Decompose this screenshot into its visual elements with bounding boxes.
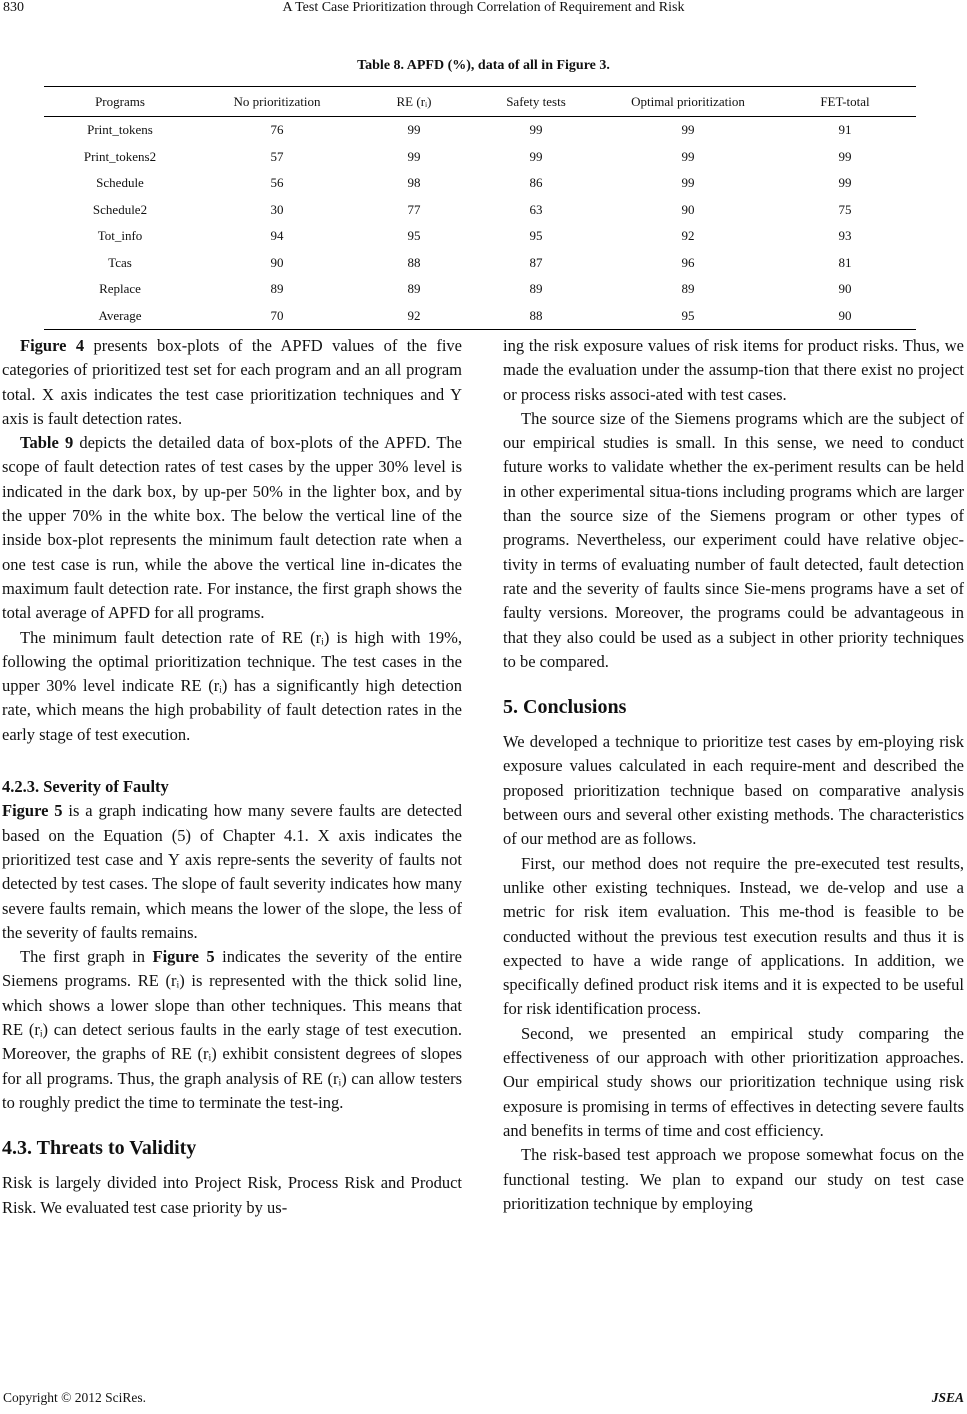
apfd-value-cell: 30 <box>270 201 284 217</box>
program-name-cell: Average <box>44 303 196 330</box>
program-name-cell: Tcas <box>108 254 132 270</box>
paragraph: Second, we presented an empirical study comparing the effectiveness of our approach with other prioritization approaches. Our empirical study shows our prioritization technique using risk exposure is promising in terms of effectives in detecting severe faults and benefits in terms of time and cost efficiency. <box>503 1023 964 1140</box>
program-name-cell: Schedule <box>96 175 144 191</box>
left-column <box>2 334 462 1220</box>
table-row <box>44 303 916 330</box>
paragraph: The minimum fault detection rate of RE (rᵢ) is high with 19%, following the optimal prioritization technique. The test cases in the upper 30% level indicate RE (rᵢ) has a significantly high detection rate, which means the high probability of fault detection rates in the early stage of test execution. <box>2 627 462 744</box>
figure-ref: Figure 4 <box>20 336 85 355</box>
apfd-value-cell: 90 <box>774 303 916 330</box>
apfd-value-cell: 99 <box>838 175 852 191</box>
table-row <box>44 276 916 303</box>
table-row <box>44 170 916 197</box>
apfd-value-cell: 89 <box>270 281 284 297</box>
apfd-value-cell: 99 <box>407 148 421 164</box>
apfd-value-cell: 86 <box>529 175 543 191</box>
apfd-value-cell: 99 <box>838 148 852 164</box>
paragraph: First, our method does not require the pre-executed test results, unlike other existing techniques. Instead, we de-velop and use a metric for risk item evaluation. This me-thod is feasible to be conducted without the previous test execution results and thus it is expected to have a wide range of applications. In addition, we specifically defined product risk items and it is expected to be useful for risk identification process. <box>503 853 964 1019</box>
program-name-cell: Tot_info <box>97 228 143 244</box>
column-header: RE (rᵢ) <box>358 87 470 117</box>
column-header: Programs <box>44 87 196 117</box>
paragraph: ing the risk exposure values of risk items for product risks. Thus, we made the evaluation under the assump-tion that there exist no project or process risks associ-ated with test cases. <box>503 336 964 404</box>
apfd-value-cell: 77 <box>407 201 421 217</box>
table-row <box>44 250 916 277</box>
apfd-value-cell: 81 <box>838 254 852 270</box>
apfd-value-cell: 76 <box>270 122 284 138</box>
apfd-value-cell: 99 <box>681 148 695 164</box>
right-column <box>503 334 964 1216</box>
table-row <box>44 117 916 144</box>
program-name-cell: Schedule2 <box>92 201 148 217</box>
journal-name: JSEA <box>931 1390 964 1405</box>
apfd-value-cell: 90 <box>270 254 284 270</box>
column-header: Safety tests <box>470 87 602 117</box>
apfd-value-cell: 89 <box>529 281 543 297</box>
paragraph: Figure 4 presents box-plots of the APFD values of the five categories of prioritized test set for each program and an all program total. X axis indicates the test case prioritization techniques and Y axis is fault detection rates. <box>2 336 462 428</box>
table-ref: Table 9 <box>20 433 74 453</box>
program-name-cell: Replace <box>99 281 141 297</box>
table-row <box>44 223 916 250</box>
paragraph: Figure 5 is a graph indicating how many severe faults are detected based on the Equation (5) of Chapter 4.1. X axis indicates the prioritized test case and Y axis repre-sents the severity of faults not detected by test cases. The slope of fault severity indicates how many severe faults remain, which means the lower of the slope, the less of the severity of faults remains. <box>2 801 462 942</box>
apfd-value-cell: 90 <box>838 281 852 297</box>
section-heading-5: 5. Conclusions <box>503 696 627 719</box>
apfd-value-cell: 57 <box>270 148 284 164</box>
apfd-table <box>44 86 916 330</box>
apfd-value-cell: 94 <box>270 228 284 244</box>
apfd-value-cell: 96 <box>681 254 695 270</box>
column-header: Optimal prioritization <box>602 87 774 117</box>
apfd-value-cell: 89 <box>681 281 695 297</box>
apfd-value-cell: 90 <box>681 201 695 217</box>
apfd-value-cell: 95 <box>602 303 774 330</box>
program-name-cell: Print_tokens <box>87 122 153 138</box>
table-row <box>44 144 916 171</box>
apfd-value-cell: 99 <box>681 175 695 191</box>
table-caption: Table 8. APFD (%), data of all in Figure 3. <box>357 58 610 73</box>
table-header-row <box>44 87 916 117</box>
copyright: Copyright © 2012 SciRes. <box>3 1390 147 1405</box>
column-header: FET-total <box>774 87 916 117</box>
apfd-value-cell: 92 <box>358 303 470 330</box>
apfd-value-cell: 70 <box>196 303 358 330</box>
apfd-value-cell: 95 <box>529 228 543 244</box>
apfd-value-cell: 99 <box>529 148 543 164</box>
apfd-value-cell: 92 <box>681 228 695 244</box>
apfd-value-cell: 93 <box>838 228 852 244</box>
paragraph: We developed a technique to prioritize test cases by em-ploying risk exposure values calculated in each require-ment and described the proposed prioritization technique based on comparative analysis between ours and several other existing methods. The characteristics of our method are as follows. <box>503 732 964 849</box>
apfd-value-cell: 75 <box>838 201 852 217</box>
apfd-value-cell: 98 <box>407 175 421 191</box>
apfd-value-cell: 99 <box>407 122 421 138</box>
apfd-value-cell: 99 <box>529 122 543 138</box>
paragraph: Risk is largely divided into Project Risk, Process Risk and Product Risk. We evaluated test case priority by us- <box>2 1173 462 1217</box>
page-number: 830 <box>3 0 24 15</box>
paragraph: Table 9 depicts the detailed data of box-plots of the APFD. The scope of fault detection rates of test cases by the upper 30% level is indicated in the dark box, by up-per 50% in the lighter box, and by the upper 70% in the white box. The below the vertical line of the inside box-plot represents the minimum fault detection rate when a one test case is run, while the above the vertical line in-dicates the maximum fault detection rate. For instance, the first graph shows the total average of APFD for all programs. <box>2 433 462 623</box>
running-title: A Test Case Prioritization through Correlation of Requirement and Risk <box>282 0 685 15</box>
paragraph: The source size of the Siemens programs which are the subject of our empirical studies is small. In this sense, we need to conduct future works to validate whether the ex-periment results can be held in other experimental situa-tions including programs which are larger than the source size of the Siemens program or other types of programs. Nevertheless, our experiment could have relative objec-tivity in terms of evaluating number of fault detected, fault detection rate and the severity of faults since Sie-mens programs have a set of faulty versions. Moreover, the programs could be advantageous in that they also could be used as a subject in other priority techniques to be compared. <box>503 408 964 671</box>
table-row <box>44 197 916 224</box>
apfd-value-cell: 88 <box>407 254 421 270</box>
paragraph: The risk-based test approach we propose somewhat focus on the functional testing. We plan to expand our study on test case prioritization technique by employing <box>503 1145 964 1213</box>
section-heading-4-3: 4.3. Threats to Validity <box>2 1137 197 1160</box>
figure-ref: Figure 5 <box>2 801 63 821</box>
figure-ref: Figure 5 <box>152 947 215 967</box>
apfd-value-cell: 63 <box>529 201 543 217</box>
apfd-value-cell: 88 <box>470 303 602 330</box>
apfd-value-cell: 95 <box>407 228 421 244</box>
apfd-value-cell: 89 <box>407 281 421 297</box>
section-heading-4-2-3: 4.2.3. Severity of Faulty <box>2 777 169 797</box>
paragraph: The first graph in Figure 5 indicates the severity of the entire Siemens programs. RE (rᵢ) is represented with the thick solid line, which shows a lower slope than other techniques. This means that RE (rᵢ) can detect serious faults in the early stage of test execution. Moreover, the graphs of RE (rᵢ) exhibit consistent degrees of slopes for all programs. Thus, the graph analysis of RE (rᵢ) can allow testers to roughly predict the time to terminate the test-ing. <box>2 947 462 1112</box>
program-name-cell: Print_tokens2 <box>83 148 157 164</box>
apfd-value-cell: 99 <box>681 122 695 138</box>
running-header <box>0 0 967 22</box>
apfd-value-cell: 91 <box>838 122 852 138</box>
column-header: No prioritization <box>196 87 358 117</box>
apfd-value-cell: 87 <box>529 254 543 270</box>
apfd-value-cell: 56 <box>270 175 284 191</box>
